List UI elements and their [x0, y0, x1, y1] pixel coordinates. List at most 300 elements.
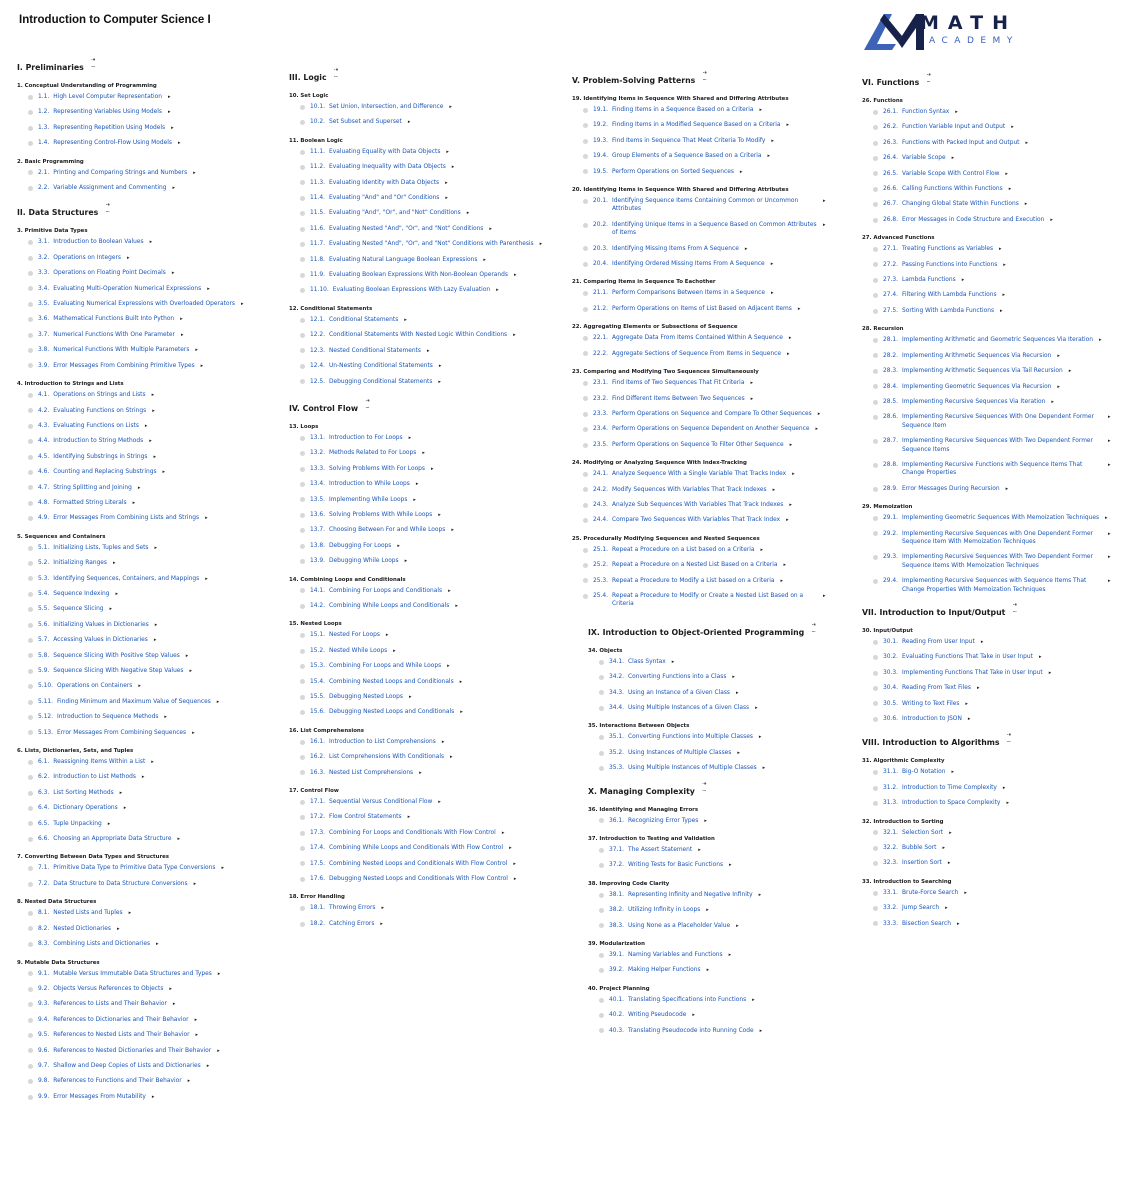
chevron-right-icon[interactable]: ▸	[951, 769, 954, 776]
chevron-right-icon[interactable]: ▸	[192, 729, 195, 736]
lesson-link[interactable]	[17, 925, 282, 933]
chevron-right-icon[interactable]: ▸	[965, 700, 968, 707]
lesson-link[interactable]	[862, 829, 1117, 837]
lesson-link[interactable]	[289, 693, 559, 701]
lesson-link[interactable]	[572, 221, 847, 238]
chevron-right-icon[interactable]: ▸	[193, 880, 197, 887]
lesson-link[interactable]	[289, 271, 559, 279]
chevron-right-icon[interactable]: ▸	[116, 925, 120, 932]
chevron-right-icon[interactable]: ▸	[206, 1062, 210, 1069]
chevron-right-icon[interactable]: ▸	[169, 985, 172, 992]
lesson-link[interactable]	[17, 575, 282, 583]
chevron-right-icon[interactable]: ▸	[152, 407, 155, 414]
lesson-link[interactable]	[17, 315, 282, 323]
lesson-link[interactable]	[862, 844, 1117, 852]
lesson-link[interactable]	[289, 449, 559, 457]
chevron-right-icon[interactable]: ▸	[767, 153, 771, 160]
lesson-link[interactable]	[289, 708, 559, 716]
lesson-link[interactable]	[862, 398, 1117, 406]
chevron-right-icon[interactable]: ▸	[1105, 515, 1108, 522]
chevron-right-icon[interactable]: ▸	[451, 527, 454, 534]
lesson-link[interactable]	[17, 108, 282, 116]
chevron-right-icon[interactable]: ▸	[780, 577, 784, 584]
chevron-right-icon[interactable]: ▸	[760, 546, 764, 553]
lesson-link[interactable]	[572, 516, 847, 524]
chevron-right-icon[interactable]: ▸	[736, 922, 739, 929]
lesson-link[interactable]	[289, 844, 559, 852]
lesson-link[interactable]	[17, 184, 282, 192]
chevron-right-icon[interactable]: ▸	[750, 380, 753, 387]
chevron-right-icon[interactable]: ▸	[1108, 578, 1111, 585]
chevron-right-icon[interactable]: ▸	[167, 94, 171, 100]
chevron-right-icon[interactable]: ▸	[441, 738, 445, 745]
chevron-right-icon[interactable]: ▸	[739, 168, 743, 175]
lesson-link[interactable]	[588, 1011, 847, 1019]
chevron-right-icon[interactable]: ▸	[167, 109, 171, 116]
lesson-link[interactable]	[17, 437, 282, 445]
chevron-right-icon[interactable]: ▸	[380, 920, 383, 927]
chevron-right-icon[interactable]: ▸	[119, 789, 123, 796]
chevron-right-icon[interactable]: ▸	[154, 621, 158, 628]
lesson-link[interactable]	[17, 605, 282, 613]
lesson-link[interactable]	[862, 367, 1117, 375]
lesson-link[interactable]	[17, 1000, 282, 1008]
lesson-link[interactable]	[588, 733, 847, 741]
lesson-link[interactable]	[572, 245, 847, 253]
chevron-right-icon[interactable]: ▸	[1108, 554, 1111, 561]
lesson-link[interactable]	[17, 1093, 282, 1101]
chevron-right-icon[interactable]: ▸	[393, 647, 396, 654]
lesson-link[interactable]	[289, 829, 559, 837]
lesson-link[interactable]	[588, 966, 847, 974]
chevron-right-icon[interactable]: ▸	[513, 876, 517, 883]
lesson-link[interactable]	[17, 621, 282, 629]
chevron-right-icon[interactable]: ▸	[1048, 669, 1052, 676]
chevron-right-icon[interactable]: ▸	[426, 347, 430, 354]
chevron-right-icon[interactable]: ▸	[149, 438, 152, 445]
lesson-link[interactable]	[289, 163, 559, 171]
chevron-right-icon[interactable]: ▸	[797, 305, 801, 312]
lesson-link[interactable]	[588, 1027, 847, 1035]
lesson-link[interactable]	[588, 891, 847, 899]
lesson-link[interactable]	[289, 256, 559, 264]
lesson-link[interactable]	[17, 835, 282, 843]
chevron-right-icon[interactable]: ▸	[1057, 383, 1060, 390]
chevron-right-icon[interactable]: ▸	[1024, 201, 1028, 208]
chevron-right-icon[interactable]: ▸	[729, 862, 732, 869]
chevron-right-icon[interactable]: ▸	[171, 124, 174, 131]
chevron-right-icon[interactable]: ▸	[177, 836, 181, 843]
lesson-link[interactable]	[572, 561, 847, 569]
chevron-right-icon[interactable]: ▸	[438, 378, 441, 385]
lesson-link[interactable]	[572, 395, 847, 403]
chevron-right-icon[interactable]: ▸	[115, 590, 119, 597]
chevron-right-icon[interactable]: ▸	[957, 920, 960, 927]
chevron-right-icon[interactable]: ▸	[460, 709, 463, 716]
chevron-right-icon[interactable]: ▸	[446, 148, 449, 155]
lesson-link[interactable]	[862, 768, 1117, 776]
chevron-right-icon[interactable]: ▸	[187, 1078, 191, 1085]
lesson-link[interactable]	[862, 799, 1117, 807]
lesson-link[interactable]	[862, 413, 1117, 430]
chevron-right-icon[interactable]: ▸	[706, 967, 710, 974]
chevron-right-icon[interactable]: ▸	[419, 769, 422, 776]
chevron-right-icon[interactable]: ▸	[509, 845, 512, 852]
lesson-link[interactable]	[289, 209, 559, 217]
lesson-link[interactable]	[862, 154, 1117, 162]
chevron-right-icon[interactable]: ▸	[788, 335, 792, 342]
lesson-link[interactable]	[862, 669, 1117, 677]
lesson-link[interactable]	[588, 996, 847, 1004]
lesson-link[interactable]	[17, 864, 282, 872]
chevron-right-icon[interactable]: ▸	[759, 1027, 763, 1034]
lesson-link[interactable]	[17, 124, 282, 132]
lesson-link[interactable]	[572, 592, 847, 609]
chevron-right-icon[interactable]: ▸	[404, 558, 408, 565]
lesson-link[interactable]	[289, 434, 559, 442]
chevron-right-icon[interactable]: ▸	[704, 817, 707, 824]
chevron-right-icon[interactable]: ▸	[128, 910, 132, 917]
lesson-link[interactable]	[17, 1077, 282, 1085]
lesson-link[interactable]	[17, 346, 282, 354]
chevron-right-icon[interactable]: ▸	[221, 865, 224, 872]
lesson-link[interactable]	[862, 638, 1117, 646]
chevron-right-icon[interactable]: ▸	[126, 254, 130, 261]
lesson-link[interactable]	[572, 546, 847, 554]
chevron-right-icon[interactable]: ▸	[1008, 186, 1012, 193]
chevron-right-icon[interactable]: ▸	[180, 316, 183, 323]
lesson-link[interactable]	[862, 784, 1117, 792]
lesson-link[interactable]	[862, 653, 1117, 661]
lesson-link[interactable]	[17, 773, 282, 781]
lesson-link[interactable]	[289, 526, 559, 534]
chevron-right-icon[interactable]: ▸	[200, 362, 204, 369]
lesson-link[interactable]	[17, 1016, 282, 1024]
lesson-link[interactable]	[862, 437, 1117, 454]
chevron-right-icon[interactable]: ▸	[955, 109, 958, 115]
lesson-link[interactable]	[572, 350, 847, 358]
lesson-link[interactable]	[17, 169, 282, 177]
lesson-link[interactable]	[572, 470, 847, 478]
chevron-right-icon[interactable]: ▸	[1099, 337, 1102, 344]
chevron-right-icon[interactable]: ▸	[951, 155, 955, 162]
chevron-right-icon[interactable]: ▸	[407, 119, 411, 126]
lesson-link[interactable]	[17, 422, 282, 430]
chevron-right-icon[interactable]: ▸	[823, 198, 826, 205]
lesson-link[interactable]	[289, 347, 559, 355]
lesson-link[interactable]	[862, 859, 1117, 867]
chevron-right-icon[interactable]: ▸	[205, 575, 208, 582]
chevron-right-icon[interactable]: ▸	[976, 685, 980, 692]
chevron-right-icon[interactable]: ▸	[770, 290, 774, 297]
lesson-link[interactable]	[17, 484, 282, 492]
lesson-link[interactable]	[17, 362, 282, 370]
chevron-right-icon[interactable]: ▸	[772, 486, 776, 493]
chevron-right-icon[interactable]: ▸	[171, 270, 175, 277]
lesson-link[interactable]	[17, 789, 282, 797]
chevron-right-icon[interactable]: ▸	[180, 331, 184, 338]
lesson-link[interactable]	[572, 197, 847, 214]
chevron-right-icon[interactable]: ▸	[216, 698, 220, 705]
chevron-right-icon[interactable]: ▸	[1050, 216, 1053, 223]
lesson-link[interactable]	[572, 486, 847, 494]
chevron-right-icon[interactable]: ▸	[513, 860, 516, 867]
lesson-link[interactable]	[289, 331, 559, 339]
lesson-link[interactable]	[862, 889, 1117, 897]
lesson-link[interactable]	[289, 557, 559, 565]
lesson-link[interactable]	[572, 121, 847, 129]
chevron-right-icon[interactable]: ▸	[205, 515, 208, 522]
lesson-link[interactable]	[289, 511, 559, 519]
chevron-right-icon[interactable]: ▸	[706, 907, 709, 914]
chevron-right-icon[interactable]: ▸	[692, 1012, 695, 1019]
lesson-link[interactable]	[862, 383, 1117, 391]
chevron-right-icon[interactable]: ▸	[1011, 124, 1014, 131]
lesson-link[interactable]	[17, 880, 282, 888]
lesson-link[interactable]	[588, 689, 847, 697]
lesson-link[interactable]	[289, 496, 559, 504]
chevron-right-icon[interactable]: ▸	[407, 814, 411, 821]
chevron-right-icon[interactable]: ▸	[448, 587, 451, 594]
lesson-link[interactable]	[17, 468, 282, 476]
chevron-right-icon[interactable]: ▸	[450, 754, 453, 761]
lesson-link[interactable]	[572, 441, 847, 449]
lesson-link[interactable]	[17, 139, 282, 147]
lesson-link[interactable]	[289, 678, 559, 686]
lesson-link[interactable]	[17, 909, 282, 917]
chevron-right-icon[interactable]: ▸	[438, 511, 441, 518]
lesson-link[interactable]	[17, 758, 282, 766]
chevron-right-icon[interactable]: ▸	[792, 471, 795, 478]
lesson-link[interactable]	[17, 698, 282, 706]
chevron-right-icon[interactable]: ▸	[189, 668, 193, 674]
lesson-link[interactable]	[17, 93, 282, 101]
lesson-link[interactable]	[588, 906, 847, 914]
lesson-link[interactable]	[289, 362, 559, 370]
lesson-link[interactable]	[588, 817, 847, 825]
chevron-right-icon[interactable]: ▸	[162, 469, 166, 476]
lesson-link[interactable]	[862, 108, 1117, 116]
lesson-link[interactable]	[572, 168, 847, 176]
chevron-right-icon[interactable]: ▸	[671, 658, 675, 665]
chevron-right-icon[interactable]: ▸	[762, 765, 766, 772]
chevron-right-icon[interactable]: ▸	[980, 639, 984, 645]
lesson-link[interactable]	[289, 378, 559, 386]
chevron-right-icon[interactable]: ▸	[539, 241, 543, 248]
chevron-right-icon[interactable]: ▸	[156, 941, 159, 948]
chevron-right-icon[interactable]: ▸	[744, 245, 748, 252]
lesson-link[interactable]	[588, 658, 847, 666]
lesson-link[interactable]	[572, 305, 847, 313]
chevron-right-icon[interactable]: ▸	[961, 277, 965, 284]
chevron-right-icon[interactable]: ▸	[496, 287, 499, 294]
lesson-link[interactable]	[17, 331, 282, 339]
lesson-link[interactable]	[17, 1047, 282, 1055]
chevron-right-icon[interactable]: ▸	[408, 694, 412, 700]
lesson-link[interactable]	[572, 137, 847, 145]
lesson-link[interactable]	[862, 461, 1117, 478]
chevron-right-icon[interactable]: ▸	[758, 734, 762, 741]
lesson-link[interactable]	[17, 514, 282, 522]
chevron-right-icon[interactable]: ▸	[750, 395, 754, 402]
chevron-right-icon[interactable]: ▸	[408, 434, 412, 441]
lesson-link[interactable]	[588, 764, 847, 772]
chevron-right-icon[interactable]: ▸	[786, 122, 789, 129]
lesson-link[interactable]	[17, 407, 282, 415]
lesson-link[interactable]	[572, 410, 847, 418]
lesson-link[interactable]	[289, 542, 559, 550]
chevron-right-icon[interactable]: ▸	[728, 952, 732, 959]
lesson-link[interactable]	[862, 261, 1117, 269]
lesson-link[interactable]	[17, 682, 282, 690]
lesson-link[interactable]	[17, 713, 282, 721]
lesson-link[interactable]	[862, 684, 1117, 692]
chevron-right-icon[interactable]: ▸	[732, 674, 735, 681]
lesson-link[interactable]	[289, 769, 559, 777]
chevron-right-icon[interactable]: ▸	[447, 663, 450, 670]
chevron-right-icon[interactable]: ▸	[154, 544, 157, 551]
lesson-link[interactable]	[588, 673, 847, 681]
lesson-link[interactable]	[862, 170, 1117, 178]
lesson-link[interactable]	[588, 704, 847, 712]
lesson-link[interactable]	[588, 922, 847, 930]
chevron-right-icon[interactable]: ▸	[945, 905, 948, 912]
lesson-link[interactable]	[572, 106, 847, 114]
lesson-link[interactable]	[862, 276, 1117, 284]
chevron-right-icon[interactable]: ▸	[942, 845, 945, 852]
chevron-right-icon[interactable]: ▸	[185, 652, 189, 659]
chevron-right-icon[interactable]: ▸	[217, 970, 221, 977]
lesson-link[interactable]	[17, 1062, 282, 1070]
chevron-right-icon[interactable]: ▸	[149, 239, 153, 246]
chevron-right-icon[interactable]: ▸	[445, 195, 448, 202]
lesson-link[interactable]	[289, 286, 559, 294]
lesson-link[interactable]	[862, 715, 1117, 723]
chevron-right-icon[interactable]: ▸	[999, 246, 1002, 253]
chevron-right-icon[interactable]: ▸	[823, 221, 826, 228]
chevron-right-icon[interactable]: ▸	[489, 225, 492, 232]
lesson-link[interactable]	[862, 530, 1117, 547]
lesson-link[interactable]	[572, 152, 847, 160]
lesson-link[interactable]	[289, 316, 559, 324]
chevron-right-icon[interactable]: ▸	[153, 453, 156, 460]
chevron-right-icon[interactable]: ▸	[1057, 352, 1060, 359]
chevron-right-icon[interactable]: ▸	[151, 759, 154, 766]
chevron-right-icon[interactable]: ▸	[240, 301, 244, 308]
chevron-right-icon[interactable]: ▸	[1000, 307, 1003, 314]
chevron-right-icon[interactable]: ▸	[1051, 398, 1054, 405]
lesson-link[interactable]	[862, 336, 1117, 344]
chevron-right-icon[interactable]: ▸	[1068, 368, 1072, 375]
lesson-link[interactable]	[862, 904, 1117, 912]
chevron-right-icon[interactable]: ▸	[698, 847, 701, 854]
chevron-right-icon[interactable]: ▸	[786, 517, 789, 524]
lesson-link[interactable]	[862, 200, 1117, 208]
chevron-right-icon[interactable]: ▸	[789, 501, 792, 508]
chevron-right-icon[interactable]: ▸	[138, 683, 141, 690]
chevron-right-icon[interactable]: ▸	[1005, 170, 1008, 177]
chevron-right-icon[interactable]: ▸	[483, 256, 486, 263]
lesson-link[interactable]	[289, 103, 559, 111]
chevron-right-icon[interactable]: ▸	[787, 350, 790, 357]
chevron-right-icon[interactable]: ▸	[1108, 414, 1111, 421]
chevron-right-icon[interactable]: ▸	[1002, 784, 1006, 791]
lesson-link[interactable]	[572, 379, 847, 387]
lesson-link[interactable]	[862, 352, 1117, 360]
lesson-link[interactable]	[289, 179, 559, 187]
lesson-link[interactable]	[289, 753, 559, 761]
lesson-link[interactable]	[17, 269, 282, 277]
chevron-right-icon[interactable]: ▸	[438, 799, 441, 806]
chevron-right-icon[interactable]: ▸	[195, 1032, 199, 1039]
lesson-link[interactable]	[862, 577, 1117, 594]
chevron-right-icon[interactable]: ▸	[783, 562, 787, 569]
chevron-right-icon[interactable]: ▸	[823, 592, 826, 599]
chevron-right-icon[interactable]: ▸	[1108, 530, 1111, 537]
lesson-link[interactable]	[17, 453, 282, 461]
chevron-right-icon[interactable]: ▸	[132, 499, 136, 506]
chevron-right-icon[interactable]: ▸	[759, 107, 762, 113]
chevron-right-icon[interactable]: ▸	[455, 602, 458, 609]
chevron-right-icon[interactable]: ▸	[459, 678, 463, 685]
chevron-right-icon[interactable]: ▸	[172, 1001, 176, 1008]
lesson-link[interactable]	[17, 652, 282, 660]
chevron-right-icon[interactable]: ▸	[207, 285, 210, 292]
chevron-right-icon[interactable]: ▸	[123, 805, 127, 812]
lesson-link[interactable]	[17, 729, 282, 737]
lesson-link[interactable]	[572, 501, 847, 509]
chevron-right-icon[interactable]: ▸	[1038, 654, 1042, 661]
chevron-right-icon[interactable]: ▸	[385, 632, 389, 639]
chevron-right-icon[interactable]: ▸	[151, 1093, 155, 1100]
lesson-link[interactable]	[572, 577, 847, 585]
lesson-link[interactable]	[862, 514, 1117, 522]
lesson-link[interactable]	[572, 289, 847, 297]
lesson-link[interactable]	[289, 480, 559, 488]
lesson-link[interactable]	[862, 700, 1117, 708]
chevron-right-icon[interactable]: ▸	[164, 714, 167, 721]
lesson-link[interactable]	[588, 846, 847, 854]
lesson-link[interactable]	[289, 587, 559, 595]
chevron-right-icon[interactable]: ▸	[153, 637, 157, 644]
lesson-link[interactable]	[862, 185, 1117, 193]
lesson-link[interactable]	[289, 860, 559, 868]
lesson-link[interactable]	[289, 662, 559, 670]
chevron-right-icon[interactable]: ▸	[381, 905, 384, 912]
chevron-right-icon[interactable]: ▸	[141, 774, 145, 781]
chevron-right-icon[interactable]: ▸	[964, 889, 967, 896]
lesson-link[interactable]	[17, 544, 282, 552]
lesson-link[interactable]	[17, 804, 282, 812]
lesson-link[interactable]	[17, 391, 282, 399]
lesson-link[interactable]	[588, 951, 847, 959]
chevron-right-icon[interactable]: ▸	[438, 363, 442, 370]
chevron-right-icon[interactable]: ▸	[1003, 261, 1006, 268]
chevron-right-icon[interactable]: ▸	[113, 560, 116, 567]
lesson-link[interactable]	[289, 631, 559, 639]
lesson-link[interactable]	[17, 590, 282, 598]
chevron-right-icon[interactable]: ▸	[758, 891, 762, 898]
chevron-right-icon[interactable]: ▸	[422, 450, 425, 457]
chevron-right-icon[interactable]: ▸	[107, 820, 111, 827]
chevron-right-icon[interactable]: ▸	[817, 410, 821, 417]
lesson-link[interactable]	[17, 499, 282, 507]
chevron-right-icon[interactable]: ▸	[1025, 139, 1028, 146]
chevron-right-icon[interactable]: ▸	[431, 465, 434, 472]
chevron-right-icon[interactable]: ▸	[137, 484, 141, 491]
lesson-link[interactable]	[862, 216, 1117, 224]
lesson-link[interactable]	[289, 798, 559, 806]
